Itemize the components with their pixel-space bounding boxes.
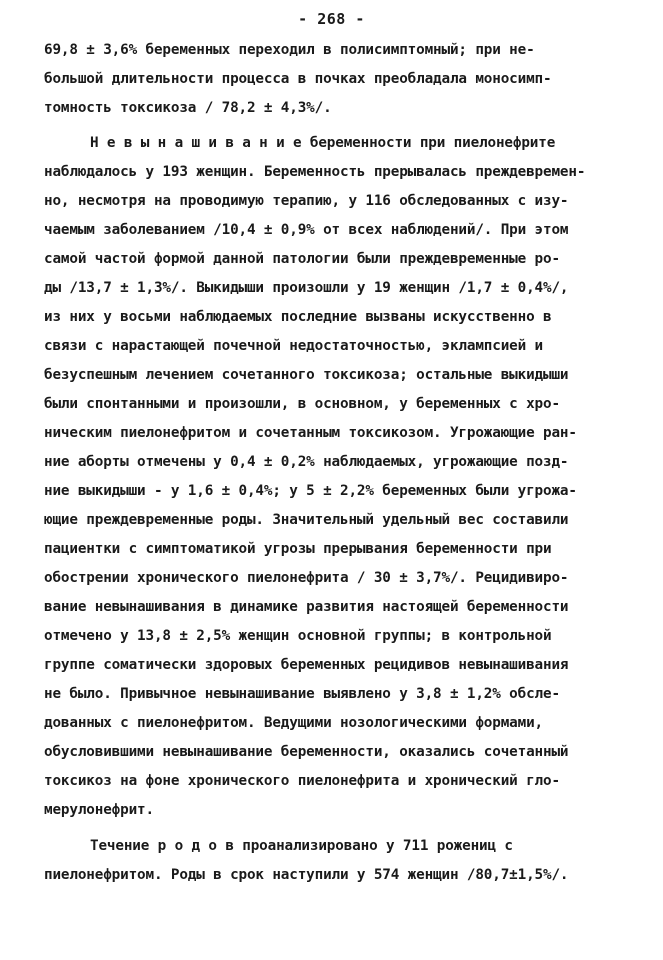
text-line: ническим пиелонефритом и сочетанным токсикозом. Угрожающие ран- — [44, 425, 577, 441]
text-line: были спонтанными и произошли, в основном, у беременных с хро- — [44, 396, 560, 412]
text-line: дованных с пиелонефритом. Ведущими нозологическими формами, — [44, 715, 543, 731]
text-line: пациентки с симптоматикой угрозы прерывания беременности при — [44, 541, 552, 557]
text-line: вание невынашивания в динамике развития настоящей беременности — [44, 599, 569, 615]
text-line: ние аборты отмечены у 0,4 ± 0,2% наблюдаемых, угрожающие позд- — [44, 454, 569, 470]
text-line: чаемым заболеванием /10,4 ± 0,9% от всех наблюдений/. При этом — [44, 222, 569, 238]
text-line: связи с нарастающей почечной недостаточностью, эклампсией и — [44, 338, 543, 354]
paragraph-start-line: Н е в ы н а ш и в а н и е беременности при пиелонефрите — [90, 135, 556, 151]
text-line: самой частой формой данной патологии были преждевременные ро- — [44, 251, 560, 267]
text-line: пиелонефритом. Роды в срок наступили у 574 женщин /80,7±1,5%/. — [44, 867, 569, 883]
text-line: ды /13,7 ± 1,3%/. Выкидыши произошли у 19 женщин /1,7 ± 0,4%/, — [44, 280, 569, 296]
text-line: томность токсикоза / 78,2 ± 4,3%/. — [44, 100, 332, 116]
page-number: - 268 - — [298, 10, 365, 28]
text-line: ющие преждевременные роды. Значительный удельный вес составили — [44, 512, 569, 528]
text-line: 69,8 ± 3,6% беременных переходил в полисимптомный; при не- — [44, 42, 535, 58]
text-line: наблюдалось у 193 женщин. Беременность прерывалась преждевремен- — [44, 164, 586, 180]
text-line: обусловившими невынашивание беременности, оказались сочетанный — [44, 744, 569, 760]
text-line: не было. Привычное невынашивание выявлено у 3,8 ± 1,2% обсле- — [44, 686, 560, 702]
text-line: токсикоз на фоне хронического пиелонефрита и хронический гло- — [44, 773, 560, 789]
text-line: обострении хронического пиелонефрита / 30 ± 3,7%/. Рецидивиро- — [44, 570, 569, 586]
text-line: ние выкидыши - у 1,6 ± 0,4%; у 5 ± 2,2% беременных были угрожа- — [44, 483, 577, 499]
text-line: но, несмотря на проводимую терапию, у 116 обследованных с изу- — [44, 193, 569, 209]
text-line: безуспешным лечением сочетанного токсикоза; остальные выкидыши — [44, 367, 569, 383]
text-line: из них у восьми наблюдаемых последние вызваны искусственно в — [44, 309, 552, 325]
text-line: мерулонефрит. — [44, 802, 154, 818]
text-line: отмечено у 13,8 ± 2,5% женщин основной группы; в контрольной — [44, 628, 552, 644]
text-line: группе соматически здоровых беременных рецидивов невынашивания — [44, 657, 569, 673]
text-line: большой длительности процесса в почках преобладала моносимп- — [44, 71, 552, 87]
paragraph-start-line: Течение р о д о в проанализировано у 711 рожениц с — [90, 838, 513, 854]
